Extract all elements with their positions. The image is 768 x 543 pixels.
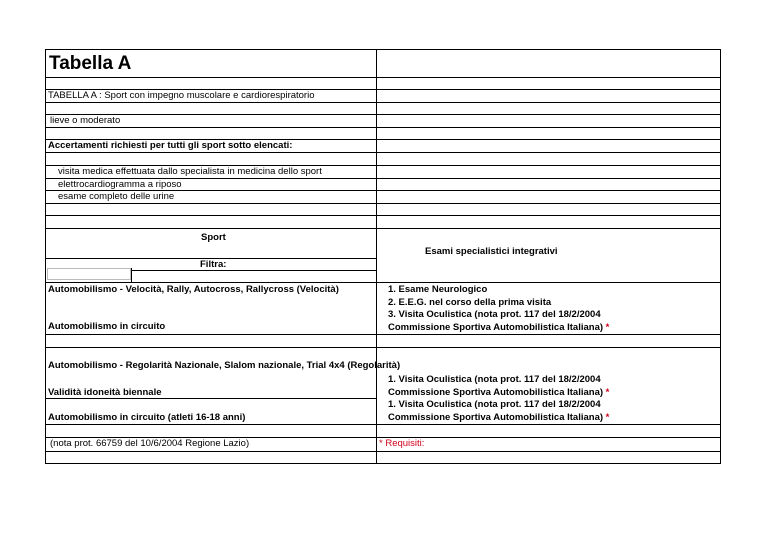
exam-item: 1. Visita Oculistica (nota prot. 117 del 18/2/2004 bbox=[388, 399, 601, 410]
sport-row: Automobilismo in circuito bbox=[48, 321, 166, 332]
asterisk-mark: * bbox=[605, 387, 610, 398]
filter-input[interactable] bbox=[47, 268, 131, 280]
table-subtitle: TABELLA A : Sport con impegno muscolare e cardiorespiratorio bbox=[48, 90, 315, 101]
row-line bbox=[45, 282, 721, 283]
sport-row: Automobilismo - Regolarità Nazionale, Slalom nazionale, Trial 4x4 (Regolarità) bbox=[48, 360, 401, 371]
exam-item: Commissione Sportiva Automobilistica Italiana) * bbox=[388, 412, 610, 423]
row-line bbox=[45, 102, 721, 103]
row-line bbox=[45, 77, 721, 78]
accertamento-item: elettrocardiogramma a riposo bbox=[58, 179, 182, 190]
asterisk-mark: * bbox=[605, 322, 610, 333]
note-row: (nota prot. 66759 del 10/6/2004 Regione Lazio) bbox=[50, 438, 250, 449]
page-title: Tabella A bbox=[49, 53, 132, 74]
row-line bbox=[45, 127, 721, 128]
row-line bbox=[45, 215, 721, 216]
filter-line bbox=[131, 270, 376, 271]
sport-row: Validità idoneità biennale bbox=[48, 387, 162, 398]
exam-item: 2. E.E.G. nel corso della prima visita bbox=[388, 297, 552, 308]
accertamento-item: esame completo delle urine bbox=[58, 191, 175, 202]
exam-item: Commissione Sportiva Automobilistica Italiana) * bbox=[388, 387, 610, 398]
accertamento-item: visita medica effettuata dallo specialista in medicina dello sport bbox=[58, 166, 322, 177]
spreadsheet-table bbox=[45, 49, 721, 464]
exam-item: 1. Visita Oculistica (nota prot. 117 del 18/2/2004 bbox=[388, 374, 601, 385]
row-line bbox=[45, 152, 721, 153]
exam-item: 3. Visita Oculistica (nota prot. 117 del 18/2/2004 bbox=[388, 309, 601, 320]
exams-column-header: Esami specialistici integrativi bbox=[425, 246, 558, 257]
row-line bbox=[45, 334, 721, 335]
sport-row: Automobilismo - Velocità, Rally, Autocross, Rallycross (Velocità) bbox=[48, 284, 339, 295]
asterisk-mark: * bbox=[605, 412, 610, 423]
row-line bbox=[45, 114, 721, 115]
row-line bbox=[45, 228, 721, 229]
exam-item: 1. Esame Neurologico bbox=[388, 284, 488, 295]
row-line bbox=[45, 451, 721, 452]
row-line bbox=[45, 203, 721, 204]
accertamenti-heading: Accertamenti richiesti per tutti gli sport sotto elencati: bbox=[48, 140, 293, 151]
sport-row: Automobilismo in circuito (atleti 16-18 anni) bbox=[48, 412, 246, 423]
row-line bbox=[45, 347, 721, 348]
requisiti-note: * Requisiti: bbox=[379, 438, 425, 449]
filter-label: Filtra: bbox=[200, 259, 227, 270]
sport-column-header: Sport bbox=[201, 232, 226, 243]
column-divider bbox=[376, 49, 377, 464]
row-line bbox=[45, 424, 721, 425]
intensity-level: lieve o moderato bbox=[50, 115, 121, 126]
exam-item: Commissione Sportiva Automobilistica Italiana) * bbox=[388, 322, 610, 333]
